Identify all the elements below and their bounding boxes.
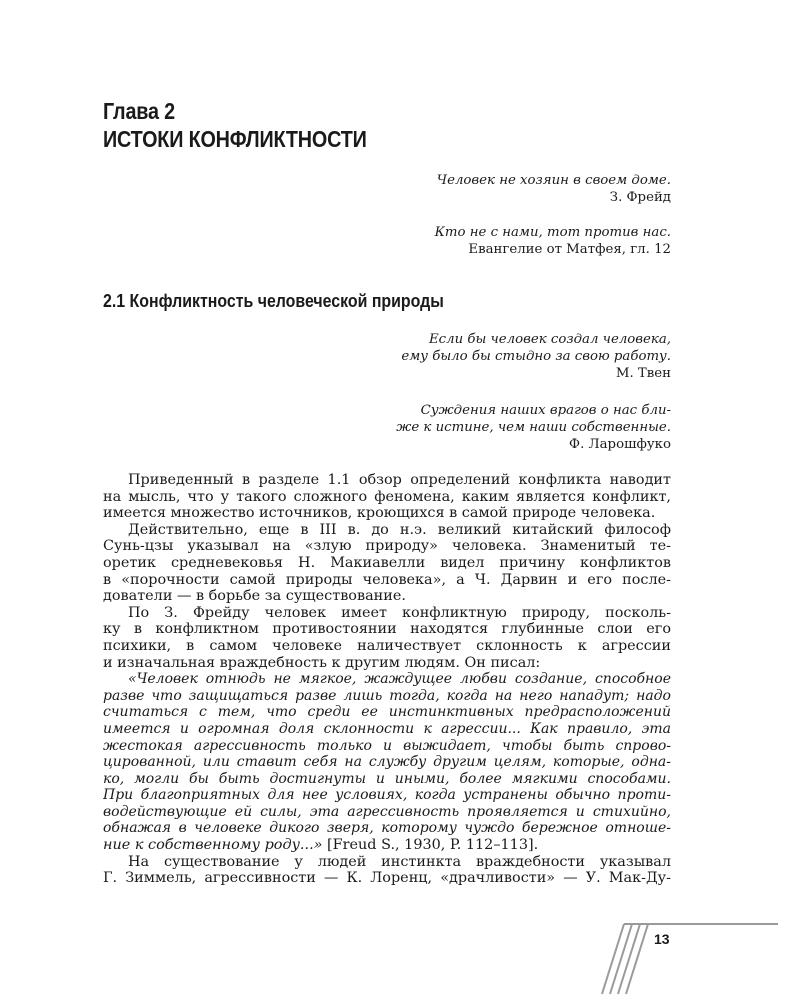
quote-line: разве что защищаться разве лишь тогда, когда на него нападут; надо [103, 687, 671, 704]
quote-line: цированной, или ставит себя на службу другим целям, которые, одна- [103, 754, 671, 771]
epigraph-quote-line: ему было бы стыдно за свою работу. [401, 349, 671, 364]
page-number: 13 [654, 931, 670, 947]
epigraph-quote-line: же к истине, чем наши собственные. [396, 420, 671, 435]
body-line: на мысль, что у такого сложного феномена, каким является конфликт, [103, 488, 671, 505]
body-line: Действительно, еще в III в. до н.э. великий китайский философ [128, 521, 671, 538]
body-line: По З. Фрейду человек имеет конфликтную природу, посколь- [128, 604, 671, 621]
quote-line: водействующие ей силы, эта агрессивность проявляется и стихийно, [103, 803, 671, 820]
epigraph-quote-line: Если бы человек создал человека, [428, 332, 671, 347]
quote-text: ние к собственному роду...» [103, 837, 323, 854]
body-line: оретик средневековья Н. Макиавелли видел причину конфликтов [103, 554, 671, 571]
quote-line: считаться с тем, что среди ее инстинктивных предрасположений [103, 704, 671, 721]
quote-line: обнажая в человеке дикого зверя, которому чуждо бережное отноше- [103, 820, 671, 837]
section-title: 2.1 Конфликтность человеческой природы [103, 290, 444, 311]
quote-line: жестокая агрессивность только и выжидает, чтобы быть спрово- [103, 737, 671, 754]
quote-line: ко, могли бы быть достигнуты и иными, более мягкими способами. [103, 770, 671, 787]
body-line: психики, в самом человеке наличествует склонность к агрессии [103, 637, 671, 654]
chapter-label: Глава 2 [103, 98, 175, 124]
epigraph-author: Ф. Ларошфуко [569, 437, 671, 452]
body-line: и изначальная враждебность к другим людям. Он писал: [103, 654, 541, 671]
body-line: Сунь-цзы указывал на «злую природу» человека. Знаменитый те- [103, 538, 671, 555]
body-line: имеется множество источников, кроющихся в самой природе человека. [103, 505, 656, 522]
body-line: Г. Зиммель, агрессивности — К. Лоренц, «драчливости» — У. Мак-Ду- [103, 870, 671, 887]
epigraph-quote-line: Суждения наших врагов о нас бли- [420, 403, 671, 418]
body-line: дователи — в борьбе за существование. [103, 588, 406, 605]
body-line: в «порочности самой природы человека», а Ч. Дарвин и его после- [103, 571, 671, 588]
body-line: На существование у людей инстинкта враждебности указывал [128, 853, 671, 870]
epigraph-quote-line: Человек не хозяин в своем доме. [436, 173, 671, 188]
epigraph-quote-line: Кто не с нами, тот против нас. [434, 225, 671, 240]
citation: [Freud S., 1930, P. 112–113]. [327, 837, 539, 854]
body-line: ку в конфликтном противостоянии находятся глубинные слои его [103, 621, 671, 638]
epigraph-author: Евангелие от Матфея, гл. 12 [468, 242, 671, 257]
quote-line: При благоприятных для нее условиях, когда устранены обычно проти- [103, 787, 671, 804]
epigraph-author: М. Твен [615, 366, 671, 381]
body-line: Приведенный в разделе 1.1 обзор определений конфликта наводит [128, 472, 671, 488]
epigraph-author: З. Фрейд [609, 190, 671, 205]
quote-line: имеется и огромная доля склонности к агрессии... Как правило, эта [103, 720, 671, 737]
chapter-title: ИСТОКИ КОНФЛИКТНОСТИ [103, 126, 367, 152]
quote-line: «Человек отнюдь не мягкое, жаждущее любви создание, способное [128, 671, 671, 688]
